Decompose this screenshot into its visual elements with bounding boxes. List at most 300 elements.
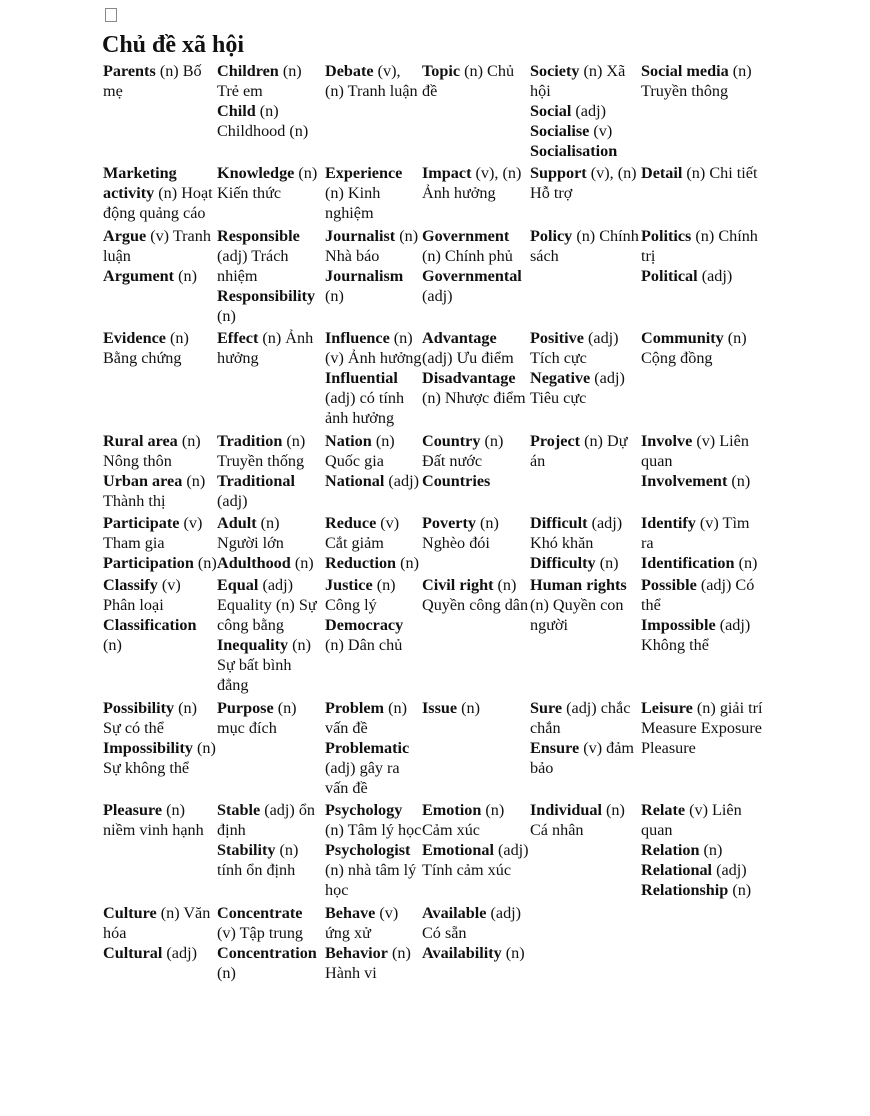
vocab-entry bbox=[530, 553, 641, 573]
vocab-term: Marketing activity bbox=[103, 164, 177, 203]
vocab-entry bbox=[325, 943, 422, 983]
vocab-entry bbox=[422, 513, 530, 553]
vocab-term: Advantage bbox=[422, 329, 497, 348]
vocab-entry bbox=[217, 61, 325, 101]
vocab-cell bbox=[641, 226, 765, 328]
vocab-definition: (v) Phân loại bbox=[103, 576, 181, 615]
vocab-definition: (n) Hành vi bbox=[325, 943, 411, 982]
vocab-term: Adulthood bbox=[217, 553, 291, 572]
vocab-term: Equal bbox=[217, 576, 259, 595]
vocab-entry bbox=[530, 141, 641, 161]
vocab-entry bbox=[103, 553, 217, 573]
vocab-entry bbox=[217, 800, 325, 840]
vocab-term: Poverty bbox=[422, 513, 476, 532]
vocab-term: Stable bbox=[217, 801, 261, 820]
vocab-entry bbox=[422, 698, 530, 718]
vocab-term: Possible bbox=[641, 576, 697, 595]
vocab-term: Emotion bbox=[422, 801, 482, 820]
vocab-entry bbox=[325, 266, 422, 306]
vocab-entry bbox=[325, 738, 422, 798]
vocab-cell bbox=[530, 698, 641, 800]
vocab-definition: (adj) Tiêu cực bbox=[530, 369, 625, 408]
vocab-term: Relationship bbox=[641, 881, 729, 900]
vocab-term: Parents bbox=[103, 62, 156, 80]
vocab-definition: (v) ứng xử bbox=[325, 903, 399, 942]
vocab-term: Argue bbox=[103, 226, 147, 245]
table-row bbox=[103, 328, 765, 430]
vocab-definition: (n) Dân chủ bbox=[325, 636, 403, 655]
vocab-entry bbox=[641, 800, 765, 840]
vocab-cell bbox=[641, 575, 765, 697]
vocab-entry bbox=[641, 431, 765, 471]
vocab-term: Countries bbox=[422, 471, 491, 490]
vocab-definition: (n) Văn hóa bbox=[103, 903, 211, 942]
vocab-entry bbox=[422, 903, 530, 943]
vocab-cell bbox=[422, 61, 530, 163]
vocab-term: Influential bbox=[325, 369, 398, 388]
vocab-cell bbox=[217, 513, 325, 575]
vocab-cell bbox=[422, 800, 530, 902]
vocab-cell bbox=[325, 513, 422, 575]
vocab-entry bbox=[530, 163, 641, 203]
vocab-cell bbox=[641, 431, 765, 513]
vocab-term: Tradition bbox=[217, 431, 283, 450]
vocab-term: Debate bbox=[325, 62, 374, 80]
table-row bbox=[103, 698, 765, 800]
vocab-definition: (v) Tranh luận bbox=[103, 226, 211, 265]
vocab-cell bbox=[641, 513, 765, 575]
vocab-definition: (adj) bbox=[162, 943, 197, 962]
vocab-definition: (adj) ổn định bbox=[217, 801, 316, 840]
vocab-cell bbox=[325, 61, 422, 163]
vocab-term: Topic bbox=[422, 62, 461, 80]
vocab-term: Traditional bbox=[217, 471, 295, 490]
vocab-entry bbox=[422, 800, 530, 840]
vocab-definition: (adj) Có sẵn bbox=[422, 903, 522, 942]
vocab-term: Child bbox=[217, 102, 256, 120]
vocab-term: Politics bbox=[641, 226, 692, 245]
vocab-entry bbox=[217, 328, 325, 368]
vocab-term: Support bbox=[530, 164, 587, 183]
vocab-cell bbox=[325, 903, 422, 985]
vocab-term: Journalism bbox=[325, 266, 404, 285]
vocab-entry bbox=[641, 471, 765, 491]
vocab-definition: (n) bbox=[728, 881, 752, 900]
vocab-term: Evidence bbox=[103, 329, 166, 348]
vocab-definition: (n) bbox=[396, 553, 419, 572]
vocab-entry bbox=[641, 163, 765, 183]
vocab-definition: (n) Childhood (n) bbox=[217, 102, 309, 140]
vocab-cell bbox=[325, 163, 422, 225]
vocab-term: Classify bbox=[103, 576, 158, 595]
vocab-entry bbox=[103, 471, 217, 511]
vocab-cell bbox=[217, 800, 325, 902]
vocab-entry bbox=[422, 226, 530, 266]
vocab-cell bbox=[641, 163, 765, 225]
vocab-definition: (v) Tìm ra bbox=[641, 513, 750, 552]
vocabulary-table bbox=[103, 61, 765, 985]
vocab-cell bbox=[422, 698, 530, 800]
vocab-definition: (n) giải trí Measure Exposure Pleasure bbox=[641, 698, 763, 757]
vocab-entry bbox=[103, 61, 217, 101]
table-row bbox=[103, 903, 765, 985]
vocab-entry bbox=[103, 698, 217, 738]
vocab-cell bbox=[103, 513, 217, 575]
vocab-cell bbox=[217, 698, 325, 800]
vocab-cell bbox=[530, 163, 641, 225]
vocab-definition: (v) Liên quan bbox=[641, 801, 742, 840]
vocab-definition: (n) Sự không thể bbox=[103, 738, 216, 777]
table-row bbox=[103, 163, 765, 225]
vocab-term: Socialise bbox=[530, 122, 590, 140]
vocab-entry bbox=[217, 431, 325, 471]
vocab-definition: (adj) bbox=[384, 471, 419, 490]
vocab-definition: (n) bbox=[103, 636, 122, 655]
vocab-term: Country bbox=[422, 431, 481, 450]
vocab-definition: (adj) bbox=[712, 861, 747, 880]
vocab-definition: (adj) Không thể bbox=[641, 616, 751, 655]
vocab-definition: (n) bbox=[217, 963, 236, 982]
vocab-definition: (n) Hoạt động quảng cáo bbox=[103, 184, 213, 223]
vocab-term: Influence bbox=[325, 329, 390, 348]
vocab-cell bbox=[422, 575, 530, 697]
vocab-entry bbox=[641, 513, 765, 553]
vocab-entry bbox=[530, 368, 641, 408]
vocab-definition: (n) Nghèo đói bbox=[422, 513, 499, 552]
vocab-term: Rural area bbox=[103, 431, 178, 450]
vocab-cell bbox=[530, 431, 641, 513]
vocab-cell bbox=[325, 698, 422, 800]
vocab-definition: (n) bbox=[325, 286, 344, 305]
vocab-definition: (n) Dự án bbox=[530, 431, 628, 470]
vocab-term: Possibility bbox=[103, 698, 175, 717]
vocab-definition: (n) Ảnh hưởng bbox=[217, 329, 314, 368]
vocab-cell bbox=[530, 575, 641, 697]
vocab-definition: (v), (n) Hỗ trợ bbox=[530, 164, 637, 203]
vocab-definition: (n) Tâm lý học bbox=[325, 821, 422, 840]
vocab-term: Impossibility bbox=[103, 738, 193, 757]
vocab-entry bbox=[530, 61, 641, 101]
vocab-term: Concentrate bbox=[217, 903, 303, 922]
vocab-definition: (v) Cắt giảm bbox=[325, 513, 400, 552]
vocab-definition: (n) niềm vinh hạnh bbox=[103, 801, 204, 840]
vocab-cell bbox=[641, 61, 765, 163]
vocab-term: Purpose bbox=[217, 698, 274, 717]
vocab-entry bbox=[103, 575, 217, 615]
vocab-cell bbox=[422, 328, 530, 430]
vocab-entry bbox=[641, 575, 765, 615]
vocab-term: Involve bbox=[641, 431, 693, 450]
vocab-entry bbox=[530, 101, 641, 121]
vocab-entry bbox=[530, 226, 641, 266]
vocab-definition: (n) Nhược điểm bbox=[422, 389, 526, 408]
vocab-entry bbox=[325, 61, 422, 101]
vocab-definition: (n) bbox=[501, 943, 525, 962]
table-row bbox=[103, 431, 765, 513]
vocab-cell bbox=[103, 800, 217, 902]
vocab-definition: (v) đảm bảo bbox=[530, 738, 635, 777]
vocab-cell bbox=[422, 226, 530, 328]
vocab-term: Positive bbox=[530, 329, 584, 348]
vocab-term: Individual bbox=[530, 801, 602, 820]
vocab-definition: (n) Sự có thể bbox=[103, 698, 197, 737]
vocab-entry bbox=[325, 698, 422, 738]
vocab-definition: (n) Công lý bbox=[325, 576, 396, 615]
vocab-entry bbox=[103, 615, 217, 655]
vocab-term: Society bbox=[530, 62, 580, 80]
vocab-entry bbox=[530, 328, 641, 368]
table-row bbox=[103, 513, 765, 575]
vocab-cell bbox=[422, 431, 530, 513]
vocab-term: Problematic bbox=[325, 738, 410, 757]
vocab-entry bbox=[641, 553, 765, 573]
vocab-entry bbox=[422, 943, 530, 963]
vocab-cell bbox=[325, 226, 422, 328]
vocab-entry bbox=[325, 163, 422, 223]
vocab-definition: (adj) chắc chắn bbox=[530, 698, 631, 737]
vocab-definition: (v) Tham gia bbox=[103, 513, 203, 552]
vocab-cell bbox=[217, 431, 325, 513]
vocab-definition: (adj) bbox=[217, 491, 248, 510]
vocab-term: Emotional bbox=[422, 841, 494, 860]
vocab-term: Responsibility bbox=[217, 286, 316, 305]
vocab-definition: (adj) bbox=[697, 266, 733, 285]
vocab-term: Difficult bbox=[530, 513, 588, 532]
vocab-definition: (v) Liên quan bbox=[641, 431, 749, 470]
vocab-term: Availability bbox=[422, 943, 502, 962]
vocab-definition: (adj) bbox=[422, 286, 453, 305]
vocab-term: Community bbox=[641, 329, 724, 348]
vocab-definition: (n) (v) Ảnh hưởng bbox=[325, 329, 422, 368]
vocab-term: Stability bbox=[217, 841, 276, 860]
vocab-definition: (v) bbox=[589, 122, 613, 140]
vocab-term: Civil right bbox=[422, 576, 494, 595]
vocab-term: Psychologist bbox=[325, 841, 411, 860]
vocab-term: Negative bbox=[530, 369, 591, 388]
vocab-term: Difficulty bbox=[530, 553, 596, 572]
vocab-cell bbox=[217, 575, 325, 697]
vocab-entry bbox=[103, 903, 217, 943]
vocab-term: Disadvantage bbox=[422, 369, 516, 388]
vocab-term: Socialisation bbox=[530, 142, 618, 160]
vocab-definition: (n) Quyền công dân bbox=[422, 576, 529, 615]
vocab-definition: (adj) Equality (n) Sự công bằng bbox=[217, 576, 317, 635]
vocab-definition: (adj) Tính cảm xúc bbox=[422, 841, 529, 880]
vocab-definition: (n) Chính phủ bbox=[422, 246, 513, 265]
vocab-cell bbox=[103, 226, 217, 328]
vocab-term: Social bbox=[530, 102, 572, 120]
vocab-entry bbox=[530, 575, 641, 635]
vocab-term: Inequality bbox=[217, 636, 289, 655]
vocab-term: Behavior bbox=[325, 943, 388, 962]
vocab-definition: (n) bbox=[290, 553, 314, 572]
vocab-term: Available bbox=[422, 903, 487, 922]
vocab-definition: (n) Xã hội bbox=[530, 62, 626, 100]
vocab-entry bbox=[325, 903, 422, 943]
vocab-term: Behave bbox=[325, 903, 376, 922]
vocab-definition: (adj) Trách nhiệm bbox=[217, 246, 289, 285]
vocab-definition: (n) Trẻ em bbox=[217, 62, 302, 100]
vocab-entry bbox=[103, 943, 217, 963]
vocab-entry bbox=[422, 368, 530, 408]
vocab-cell bbox=[217, 163, 325, 225]
table-row bbox=[103, 226, 765, 328]
vocab-entry bbox=[641, 61, 765, 101]
vocab-term: Responsible bbox=[217, 226, 300, 245]
vocab-entry bbox=[103, 328, 217, 368]
vocab-definition: (n) bbox=[217, 306, 236, 325]
vocab-term: Human rights bbox=[530, 576, 627, 595]
vocab-term: Ensure bbox=[530, 738, 580, 757]
vocab-term: Participate bbox=[103, 513, 180, 532]
vocab-term: Concentration bbox=[217, 943, 317, 962]
vocab-definition: (n) Đất nước bbox=[422, 431, 504, 470]
vocab-entry bbox=[641, 615, 765, 655]
vocab-definition: (n) bbox=[457, 698, 481, 717]
checkbox[interactable] bbox=[105, 8, 117, 22]
vocab-cell bbox=[530, 328, 641, 430]
vocab-cell bbox=[530, 903, 641, 985]
vocab-definition: (n) Chủ đề bbox=[422, 62, 515, 100]
vocab-definition: (n) bbox=[595, 553, 619, 572]
vocab-definition: (n) Kinh nghiệm bbox=[325, 184, 381, 223]
vocab-definition: (n) Chi tiết bbox=[682, 164, 758, 183]
vocab-definition: (n) Người lớn bbox=[217, 513, 284, 552]
vocab-term: Impossible bbox=[641, 616, 716, 635]
vocab-entry bbox=[217, 471, 325, 511]
vocab-definition: (n) Cảm xúc bbox=[422, 801, 505, 840]
vocab-definition: (n) Truyền thông bbox=[641, 62, 752, 100]
vocab-term: Democracy bbox=[325, 616, 404, 635]
vocab-definition: (n) bbox=[699, 841, 723, 860]
vocab-entry bbox=[217, 286, 325, 326]
vocab-entry bbox=[325, 615, 422, 655]
vocab-cell bbox=[103, 163, 217, 225]
vocab-definition: (n) nhà tâm lý học bbox=[325, 861, 417, 900]
vocab-term: Justice bbox=[325, 576, 373, 595]
vocab-term: Nation bbox=[325, 431, 372, 450]
vocab-definition: (adj) Có thể bbox=[641, 576, 755, 615]
vocab-entry bbox=[422, 163, 530, 203]
vocab-term: National bbox=[325, 471, 385, 490]
vocab-term: Argument bbox=[103, 266, 175, 285]
vocab-term: Involvement bbox=[641, 471, 728, 490]
vocab-definition: (v), (n) Ảnh hưởng bbox=[422, 164, 522, 203]
vocab-entry bbox=[641, 226, 765, 266]
vocab-entry bbox=[217, 635, 325, 695]
vocab-term: Knowledge bbox=[217, 164, 295, 183]
vocab-term: Policy bbox=[530, 226, 573, 245]
vocab-entry bbox=[325, 226, 422, 266]
vocab-definition: (n) bbox=[174, 266, 197, 285]
vocab-term: Pleasure bbox=[103, 801, 163, 820]
vocab-entry bbox=[325, 513, 422, 553]
vocab-term: Participation bbox=[103, 553, 194, 572]
vocab-entry bbox=[103, 738, 217, 778]
vocab-entry bbox=[217, 513, 325, 553]
vocab-entry bbox=[422, 328, 530, 368]
vocab-entry bbox=[641, 840, 765, 860]
vocab-entry bbox=[325, 431, 422, 471]
vocab-cell bbox=[325, 431, 422, 513]
vocab-entry bbox=[103, 431, 217, 471]
vocab-term: Psychology bbox=[325, 801, 403, 820]
vocab-cell bbox=[325, 328, 422, 430]
vocab-term: Sure bbox=[530, 698, 563, 717]
vocab-cell bbox=[422, 163, 530, 225]
vocab-definition: (n) tính ổn định bbox=[217, 841, 299, 880]
vocab-cell bbox=[217, 903, 325, 985]
vocab-definition: (n) bbox=[193, 553, 217, 572]
vocab-cell bbox=[422, 513, 530, 575]
vocab-cell bbox=[530, 800, 641, 902]
vocab-term: Social media bbox=[641, 62, 729, 80]
vocab-term: Issue bbox=[422, 698, 458, 717]
vocab-entry bbox=[422, 431, 530, 471]
vocab-term: Problem bbox=[325, 698, 385, 717]
vocab-cell bbox=[641, 800, 765, 902]
vocab-cell bbox=[103, 328, 217, 430]
vocab-definition: (n) Nông thôn bbox=[103, 431, 201, 470]
vocab-term: Urban area bbox=[103, 471, 183, 490]
vocab-entry bbox=[641, 266, 765, 286]
vocab-term: Adult bbox=[217, 513, 257, 532]
vocab-term: Government bbox=[422, 226, 510, 245]
vocab-definition: (n) Kiến thức bbox=[217, 164, 318, 203]
table-row bbox=[103, 61, 765, 163]
vocab-entry bbox=[422, 471, 530, 491]
vocabulary-table-body bbox=[103, 61, 765, 985]
vocab-cell bbox=[103, 698, 217, 800]
vocab-entry bbox=[530, 431, 641, 471]
vocab-entry bbox=[325, 553, 422, 573]
vocab-term: Impact bbox=[422, 164, 472, 183]
vocab-definition: (n) Truyền thống bbox=[217, 431, 306, 470]
vocab-definition: (n) Bố mẹ bbox=[103, 62, 202, 100]
vocab-entry bbox=[422, 575, 530, 615]
vocab-entry bbox=[217, 903, 325, 943]
vocab-entry bbox=[641, 698, 765, 758]
vocab-definition: (n) Cá nhân bbox=[530, 801, 625, 840]
vocab-cell bbox=[530, 226, 641, 328]
vocab-entry bbox=[530, 698, 641, 738]
vocab-term: Reduction bbox=[325, 553, 397, 572]
vocab-term: Classification bbox=[103, 616, 197, 635]
table-row bbox=[103, 575, 765, 697]
vocab-term: Culture bbox=[103, 903, 157, 922]
vocab-term: Children bbox=[217, 62, 279, 80]
vocab-term: Reduce bbox=[325, 513, 377, 532]
table-row bbox=[103, 800, 765, 902]
vocab-entry bbox=[217, 840, 325, 880]
vocab-cell bbox=[325, 575, 422, 697]
vocab-cell bbox=[641, 328, 765, 430]
vocab-definition: (n) Cộng đồng bbox=[641, 329, 747, 368]
vocab-cell bbox=[217, 226, 325, 328]
vocab-cell bbox=[641, 698, 765, 800]
vocab-term: Project bbox=[530, 431, 581, 450]
vocab-definition: (n) Thành thị bbox=[103, 471, 206, 510]
vocab-entry bbox=[325, 471, 422, 491]
vocab-term: Political bbox=[641, 266, 698, 285]
vocab-entry bbox=[530, 513, 641, 553]
vocab-cell bbox=[103, 575, 217, 697]
vocab-cell bbox=[530, 513, 641, 575]
vocab-term: Detail bbox=[641, 164, 683, 183]
vocab-entry bbox=[103, 163, 217, 223]
vocab-definition: (n) Quyền con người bbox=[530, 596, 624, 635]
vocab-cell bbox=[103, 903, 217, 985]
